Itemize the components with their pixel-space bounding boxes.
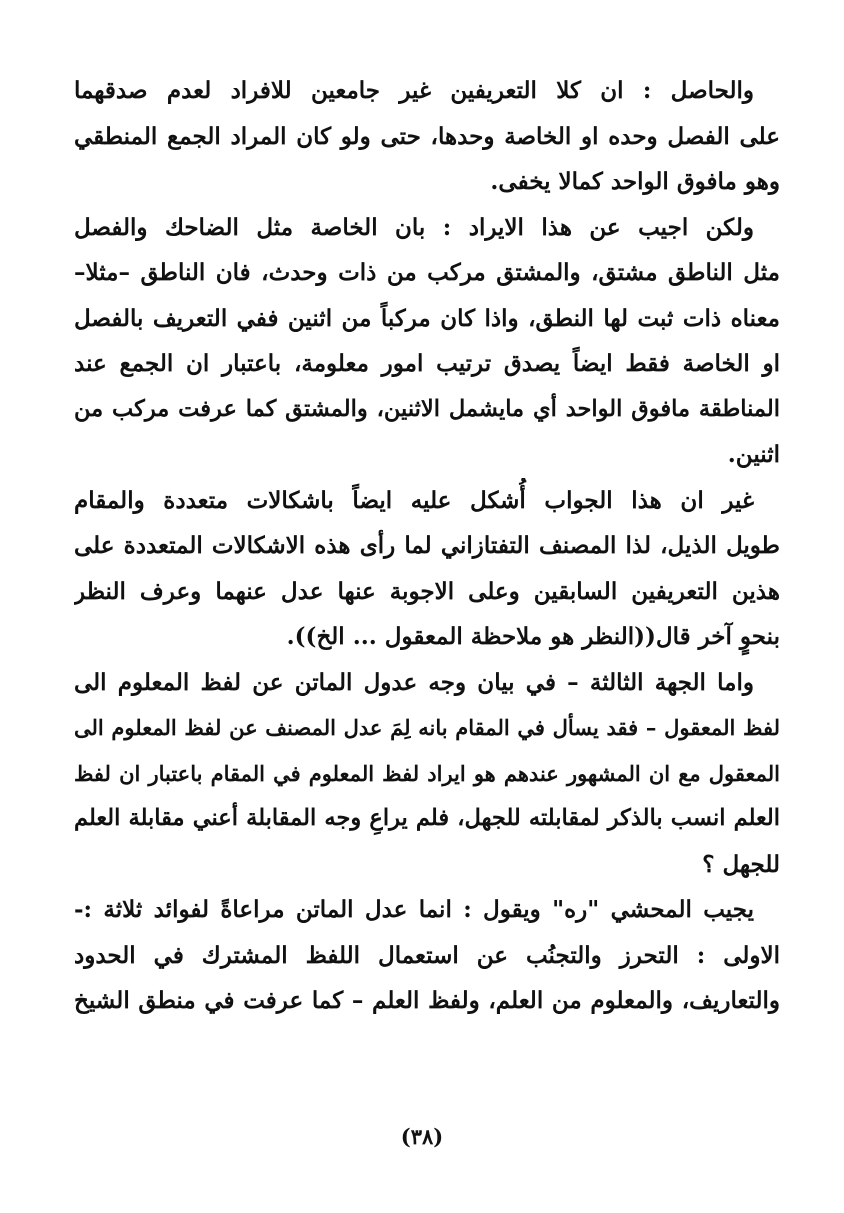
text-line: اثنين. (727, 441, 780, 468)
paragraph (74, 478, 780, 660)
text-line: الاولى : التحرز والتجنُب عن استعمال اللفظ المشترك في الحدود (74, 941, 780, 969)
text-line: طويل الذيل، لذا المصنف التفتازاني لما رأى هذه الاشكالات المتعددة على (74, 532, 780, 559)
text-line: والحاصل : ان كلا التعريفين غير جامعين للافراد لعدم صدقهما (74, 77, 754, 104)
text-line: على الفصل وحده او الخاصة وحدها، حتى ولو كان المراد الجمع المنطقي (74, 122, 780, 150)
text-line: وهو مافوق الواحد كمالا يخفى. (490, 168, 780, 195)
text-line: لفظ المعقول – فقد يسأل في المقام بانه لِمَ عدل المصنف عن لفظ المعلوم الى (74, 715, 780, 740)
text-line: للجهل ؟ (702, 850, 780, 878)
page-number: (٣٨) (400, 1124, 444, 1149)
text-line: او الخاصة فقط ايضاً يصدق ترتيب امور معلومة، باعتبار ان الجمع عند (74, 350, 780, 377)
paragraph (74, 660, 780, 888)
paragraph (74, 887, 780, 1024)
text-line: يجيب المحشي "ره" ويقول : انما عدل الماتن مراعاةً لفوائد ثلاثة :- (74, 896, 754, 923)
body-text (74, 68, 780, 1024)
text-line: العلم انسب بالذكر لمقابلته للجهل، فلم يراعِ وجه المقابلة أعني مقابلة العلم (74, 805, 780, 831)
text-line: والتعاريف، والمعلوم من العلم، ولفظ العلم – كما عرفت في منطق الشيخ (74, 987, 780, 1014)
text-line: بنحوٍ آخر قال((النظر هو ملاحظة المعقول ... الخ)). (286, 623, 780, 650)
paragraph (74, 68, 780, 205)
text-line: معناه ذات ثبت لها النطق، واذا كان مركباً من اثنين ففي التعريف بالفصل (74, 304, 780, 332)
text-line: المعقول مع ان المشهور عندهم هو ايراد لفظ المعلوم في المقام باعتبار ان لفظ (74, 760, 780, 786)
text-line: واما الجهة الثالثة – في بيان وجه عدول الماتن عن لفظ المعلوم الى (74, 668, 754, 696)
text-line: المناطقة مافوق الواحد أي مايشمل الاثنين، والمشتق كما عرفت مركب من (74, 395, 780, 422)
text-line: غير ان هذا الجواب أُشكل عليه ايضاً باشكالات متعددة والمقام (74, 486, 754, 514)
text-line: مثل الناطق مشتق، والمشتق مركب من ذات وحدث، فان الناطق –مثلا– (74, 259, 780, 286)
text-line: هذين التعريفين السابقين وعلى الاجوبة عنها عدل عنهما وعرف النظر (74, 577, 780, 605)
text-line: ولكن اجيب عن هذا الايراد : بان الخاصة مثل الضاحك والفصل (74, 213, 754, 241)
paragraph (74, 205, 780, 478)
